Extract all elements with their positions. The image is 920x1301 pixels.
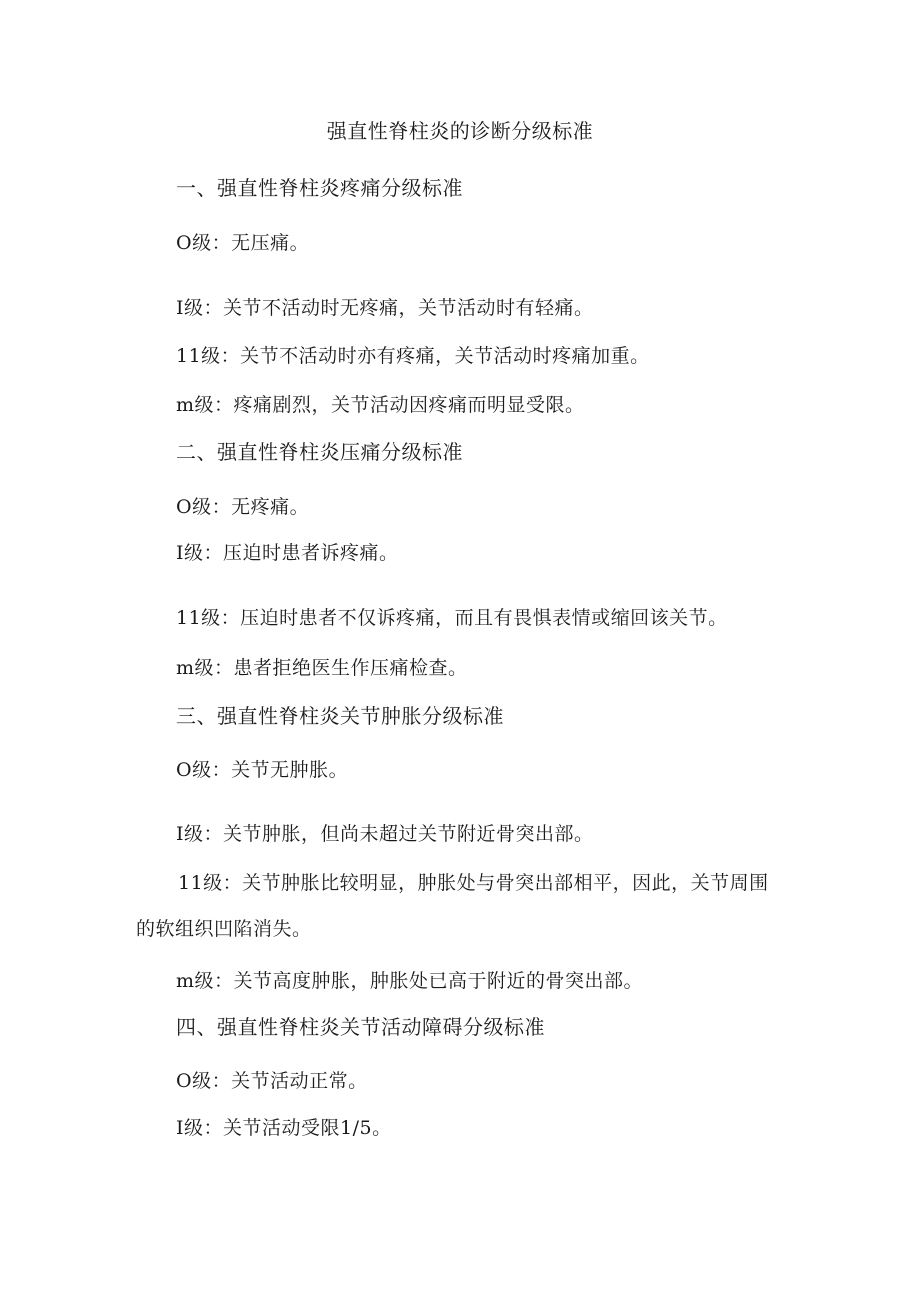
section-1-grade-2: 11级：关节不活动时亦有疼痛，关节活动时疼痛加重。	[176, 345, 650, 367]
section-3-grade-2-line-1: 11级：关节肿胀比较明显，肿胀处与骨突出部相平，因此，关节周围	[178, 872, 769, 894]
document-title: 强直性脊柱炎的诊断分级标准	[326, 119, 594, 143]
section-2-grade-2: 11级：压迫时患者不仅诉疼痛，而且有畏惧表情或缩回该关节。	[176, 607, 728, 629]
section-4-heading: 四、强直性脊柱炎关节活动障碍分级标准	[176, 1015, 545, 1039]
section-1-heading: 一、强直性脊柱炎疼痛分级标准	[176, 176, 463, 200]
section-3-grade-3: m级：关节高度肿胀，肿胀处已高于附近的骨突出部。	[176, 970, 644, 992]
section-3-heading: 三、强直性脊柱炎关节肿胀分级标准	[176, 704, 504, 728]
section-1-grade-3: m级：疼痛剧烈，关节活动因疼痛而明显受限。	[176, 394, 585, 416]
section-3-grade-2-line-2: 的软组织凹陷消失。	[136, 918, 312, 940]
section-2-grade-3: m级：患者拒绝医生作压痛检查。	[176, 657, 468, 679]
section-2-heading: 二、强直性脊柱炎压痛分级标准	[176, 440, 463, 464]
section-1-grade-0: O级：无压痛。	[176, 232, 310, 254]
section-4-grade-1: I级：关节活动受限1/5。	[176, 1117, 392, 1139]
section-2-grade-0: O级：无疼痛。	[176, 496, 310, 518]
section-2-grade-1: I级：压迫时患者诉疼痛。	[176, 542, 399, 564]
section-3-grade-0: O级：关节无肿胀。	[176, 759, 349, 781]
section-4-grade-0: O级：关节活动正常。	[176, 1070, 368, 1092]
section-1-grade-1: I级：关节不活动时无疼痛，关节活动时有轻痛。	[176, 297, 594, 319]
section-3-grade-1: I级：关节肿胀，但尚未超过关节附近骨突出部。	[176, 823, 594, 845]
